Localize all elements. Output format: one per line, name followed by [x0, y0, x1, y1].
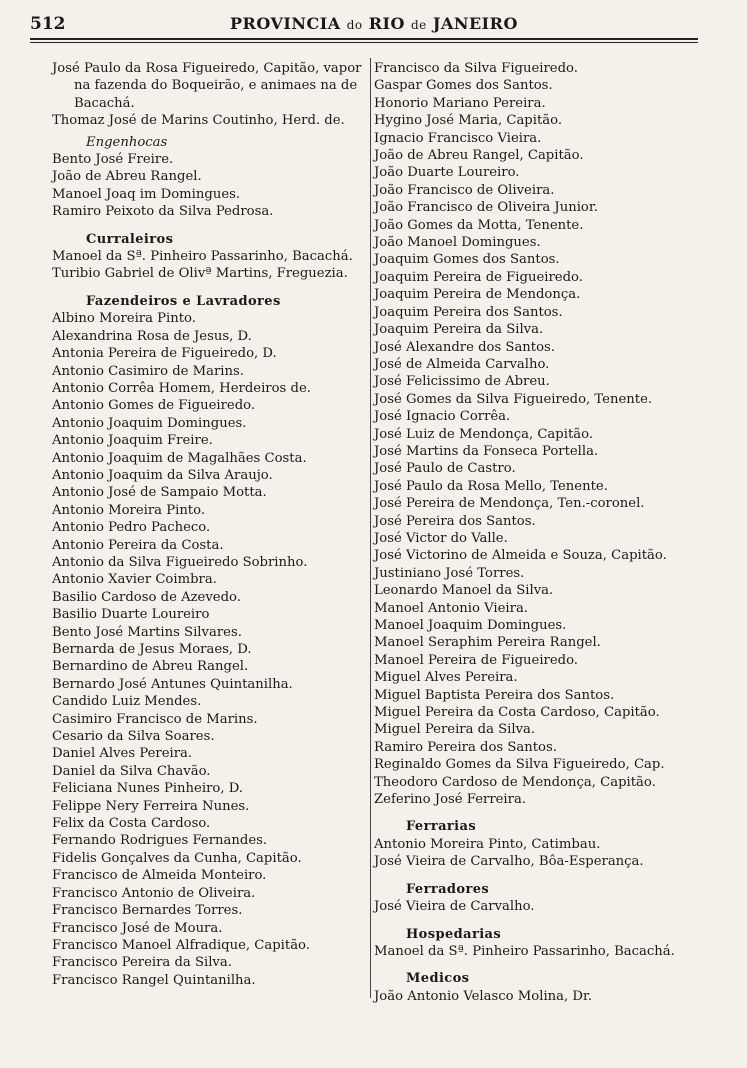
list-item: Antonio Joaquim Freire.	[52, 433, 213, 449]
list-item: Justiniano José Torres.	[374, 565, 525, 581]
list-item: Bento José Freire.	[52, 152, 174, 168]
list-item: Ramiro Pereira dos Santos.	[374, 739, 557, 755]
list-item: Miguel Baptista Pereira dos Santos.	[374, 687, 615, 703]
list-item: Francisco de Almeida Monteiro.	[52, 868, 267, 884]
running-title	[230, 14, 518, 33]
list-item: Manoel da Sª. Pinheiro Passarinho, Bacachá.	[52, 249, 353, 265]
list-item: Theodoro Cardoso de Mendonça, Capitão.	[374, 774, 656, 790]
list-item: José Victor do Valle.	[374, 530, 508, 546]
list-item: João Duarte Loureiro.	[374, 165, 520, 181]
list-item: Antonio Gomes de Figueiredo.	[52, 398, 256, 414]
list-item: Feliciana Nunes Pinheiro, D.	[52, 781, 243, 797]
section-title-curraleiros: Curraleiros	[86, 231, 174, 247]
column-divider	[370, 58, 371, 998]
list-item: José Victorino de Almeida e Souza, Capitão.	[374, 548, 667, 564]
list-item: Joaquim Pereira de Figueiredo.	[374, 269, 583, 285]
list-item: Manoel Antonio Vieira.	[374, 600, 528, 616]
section-title-medicos: Medicos	[406, 971, 470, 987]
list-item: Miguel Pereira da Costa Cardoso, Capitão.	[374, 705, 660, 721]
section-title-fazendeiros: Fazendeiros e Lavradores	[86, 293, 281, 309]
list-item: José Pereira dos Santos.	[374, 513, 536, 529]
list-item: Joaquim Pereira da Silva.	[374, 322, 544, 338]
list-item: Joaquim Pereira dos Santos.	[374, 304, 563, 320]
fazendeiros-continued-list	[374, 60, 704, 808]
list-item: Honorio Mariano Pereira.	[374, 95, 546, 111]
right-column	[374, 60, 704, 1005]
list-item: José Luiz de Mendonça, Capitão.	[374, 426, 594, 442]
list-item: Francisco da Silva Figueiredo.	[374, 61, 578, 76]
list-item: Manoel Pereira de Figueiredo.	[374, 652, 578, 668]
list-item: Thomaz José de Marins Coutinho, Herd. de.	[52, 113, 345, 129]
list-item: João Antonio Velasco Molina, Dr.	[374, 988, 593, 1004]
list-item: Joaquim Pereira de Mendonça.	[374, 287, 581, 303]
list-item: Antonio Joaquim da Silva Araujo.	[52, 467, 273, 483]
left-column	[52, 60, 370, 989]
list-item: Candido Luiz Mendes.	[52, 694, 202, 710]
list-item: Felippe Nery Ferreira Nunes.	[52, 798, 250, 814]
list-item: Francisco Rangel Quintanilha.	[52, 972, 256, 988]
title-word-rio: RIO	[368, 14, 405, 33]
list-item: Daniel Alves Pereira.	[52, 746, 193, 762]
list-item: Basilio Cardoso de Azevedo.	[52, 589, 241, 605]
list-item: Manoel da Sª. Pinheiro Passarinho, Bacachá.	[374, 943, 675, 959]
section-title-hospedarias: Hospedarias	[406, 926, 502, 942]
list-item: Leonardo Manoel da Silva.	[374, 583, 554, 599]
list-item: Miguel Pereira da Silva.	[374, 722, 536, 738]
list-item: José Paulo da Rosa Figueiredo, Capitão, vapor na fazenda do Boqueirão, e animaes na de Bacachá.	[52, 61, 362, 111]
list-item: Francisco Manoel Alfradique, Capitão.	[52, 937, 310, 953]
list-item: João Francisco de Oliveira Junior.	[374, 200, 598, 216]
list-item: José Vieira de Carvalho.	[374, 899, 535, 915]
list-item: Albino Moreira Pinto.	[52, 311, 196, 327]
list-item: Daniel da Silva Chavão.	[52, 763, 211, 779]
list-item: Fernando Rodrigues Fernandes.	[52, 833, 268, 849]
list-item: Zeferino José Ferreira.	[374, 792, 527, 808]
list-item: Manoel Seraphim Pereira Rangel.	[374, 635, 601, 651]
list-item: Antonio Moreira Pinto.	[52, 502, 206, 518]
list-item: Antonio Pereira da Costa.	[52, 537, 224, 553]
list-item: Antonia Pereira de Figueiredo, D.	[52, 346, 277, 362]
list-item: Alexandrina Rosa de Jesus, D.	[52, 328, 252, 344]
page-number: 512	[30, 14, 66, 34]
list-item: José Ignacio Corrêa.	[374, 409, 511, 425]
list-item: Cesario da Silva Soares.	[52, 729, 215, 745]
list-item: Manoel Joaq im Domingues.	[52, 186, 241, 202]
list-item: Fidelis Gonçalves da Cunha, Capitão.	[52, 850, 302, 866]
list-item: Bernardino de Abreu Rangel.	[52, 659, 249, 675]
title-word-provincia: PROVINCIA	[230, 14, 341, 33]
list-item: José Paulo da Rosa Mello, Tenente.	[374, 478, 608, 494]
list-item: Francisco Antonio de Oliveira.	[52, 885, 256, 901]
list-item: José Gomes da Silva Figueiredo, Tenente.	[374, 391, 653, 407]
section-title-engenhocas: Engenhocas	[86, 134, 168, 150]
list-item: Bernardo José Antunes Quintanilha.	[52, 676, 293, 692]
list-item: Antonio da Silva Figueiredo Sobrinho.	[52, 554, 308, 570]
section-title-ferradores: Ferradores	[406, 881, 490, 897]
fazendeiros-list	[52, 310, 370, 989]
list-item: Francisco José de Moura.	[52, 920, 223, 936]
list-item: José Alexandre dos Santos.	[374, 339, 555, 355]
list-item: Antonio Joaquim Domingues.	[52, 415, 247, 431]
list-item: Ignacio Francisco Vieira.	[374, 130, 542, 146]
list-item: João Gomes da Motta, Tenente.	[374, 217, 584, 233]
list-item: Antonio Moreira Pinto, Catimbau.	[374, 836, 601, 852]
list-item: Hygino José Maria, Capitão.	[374, 113, 563, 129]
list-item: Gaspar Gomes dos Santos.	[374, 78, 553, 94]
list-item: José Paulo de Castro.	[374, 461, 516, 477]
title-word-de: de	[411, 18, 427, 32]
list-item: Reginaldo Gomes da Silva Figueiredo, Cap.	[374, 757, 665, 773]
list-item: Antonio Xavier Coimbra.	[52, 572, 217, 588]
list-item: Ramiro Peixoto da Silva Pedrosa.	[52, 204, 274, 220]
list-item: José Martins da Fonseca Portella.	[374, 443, 599, 459]
title-word-janeiro: JANEIRO	[432, 14, 518, 33]
list-item: Antonio Corrêa Homem, Herdeiros de.	[52, 380, 311, 396]
list-item: José Vieira de Carvalho, Bôa-Esperança.	[374, 854, 644, 870]
list-item: Antonio José de Sampaio Motta.	[52, 485, 267, 501]
title-word-do: do	[346, 18, 363, 32]
list-item: Antonio Joaquim de Magalhães Costa.	[52, 450, 307, 466]
list-item: Bento José Martins Silvares.	[52, 624, 242, 640]
list-item: José de Almeida Carvalho.	[374, 356, 550, 372]
list-item: Manoel Joaquim Domingues.	[374, 618, 567, 633]
list-item: João de Abreu Rangel, Capitão.	[374, 148, 584, 164]
list-item: Joaquim Gomes dos Santos.	[374, 252, 560, 268]
list-item: Antonio Pedro Pacheco.	[52, 520, 211, 536]
header-rule	[30, 38, 698, 43]
section-title-ferrarias: Ferrarias	[406, 819, 477, 835]
list-item: João Manoel Domingues.	[374, 235, 541, 251]
page-header	[30, 10, 698, 38]
list-item: José Pereira de Mendonça, Ten.-coronel.	[374, 496, 645, 512]
list-item: Miguel Alves Pereira.	[374, 670, 518, 686]
list-item: Casimiro Francisco de Marins.	[52, 711, 258, 727]
list-item: Francisco Bernardes Torres.	[52, 903, 243, 919]
list-item: José Felicissimo de Abreu.	[374, 374, 550, 390]
list-item: João de Abreu Rangel.	[52, 169, 202, 185]
list-item: Turibio Gabriel de Olivª Martins, Freguezia.	[52, 266, 348, 282]
list-item: Antonio Casimiro de Marins.	[52, 363, 244, 379]
list-item: Basilio Duarte Loureiro	[52, 607, 210, 623]
list-item: Bernarda de Jesus Moraes, D.	[52, 642, 252, 657]
list-item: Felix da Costa Cardoso.	[52, 816, 211, 832]
list-item: Francisco Pereira da Silva.	[52, 955, 232, 971]
list-item: João Francisco de Oliveira.	[374, 182, 555, 198]
